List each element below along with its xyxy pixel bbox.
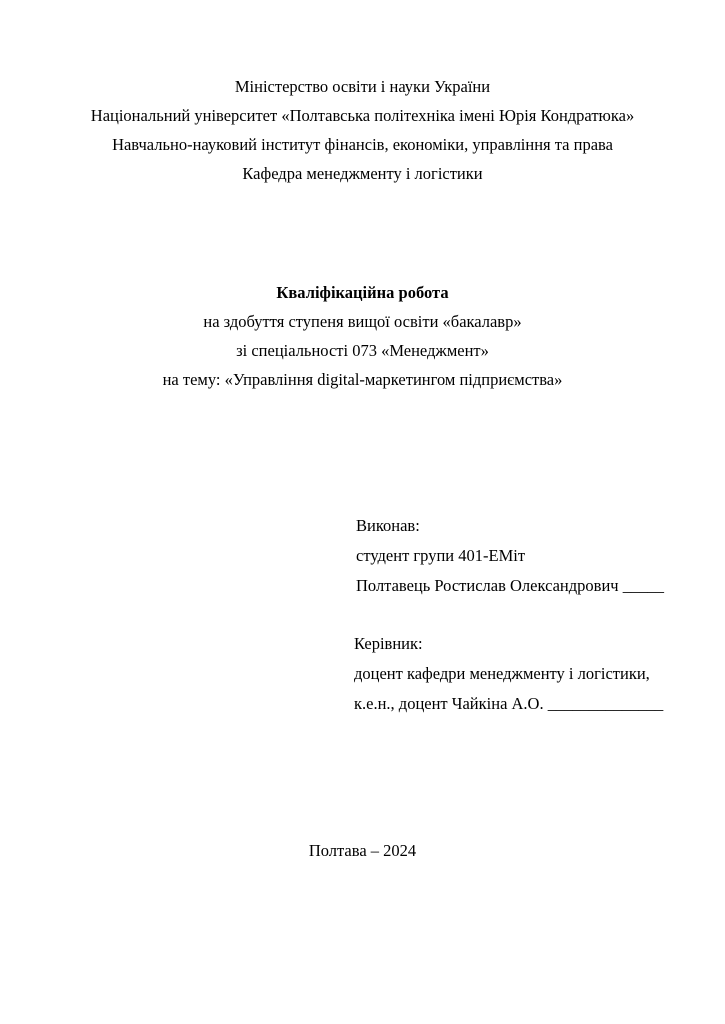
- institute-line: Навчально-науковий інститут фінансів, економіки, управління та права: [112, 135, 613, 154]
- degree-line: на здобуття ступеня вищої освіти «бакалавр»: [203, 312, 522, 331]
- topic-line: на тему: «Управління digital-маркетингом підприємства»: [162, 370, 563, 389]
- author-name: Полтавець Ростислав Олександрович _____: [356, 576, 664, 595]
- author-group: студент групи 401-ЕМіт: [356, 546, 526, 565]
- supervisor-label: Керівник:: [354, 634, 423, 653]
- work-title: Кваліфікаційна робота: [276, 283, 449, 302]
- university-line: Національний університет «Полтавська політехніка імені Юрія Кондратюка»: [90, 106, 635, 125]
- author-label: Виконав:: [356, 516, 420, 535]
- supervisor-position: доцент кафедри менеджменту і логістики,: [354, 664, 650, 683]
- department-line: Кафедра менеджменту і логістики: [242, 164, 483, 183]
- supervisor-name: к.е.н., доцент Чайкіна А.О. ______________: [354, 694, 664, 713]
- ministry-line: Міністерство освіти і науки України: [234, 77, 491, 96]
- specialty-line: зі спеціальності 073 «Менеджмент»: [236, 341, 489, 360]
- city-year: Полтава – 2024: [308, 841, 417, 860]
